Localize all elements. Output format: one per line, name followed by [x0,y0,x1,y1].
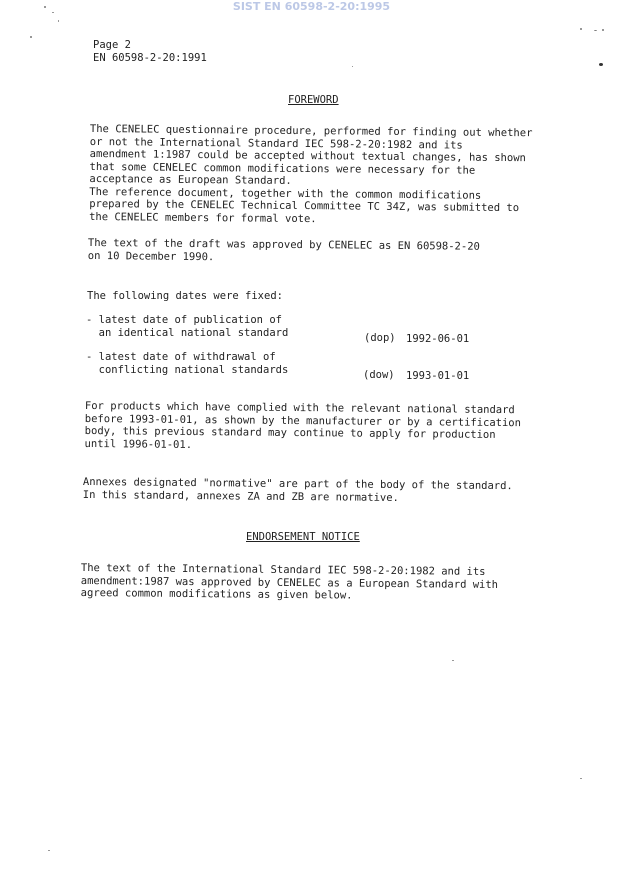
scan-speck [30,36,32,38]
scan-speck [599,63,603,66]
foreword-paragraph-4 [83,476,513,505]
text-line: acceptance as European Standard. [89,172,292,187]
text-line: In this standard, annexes ZA and ZB are normative. [82,488,399,504]
text-line: before 1993-01-01, as shown by the manufacturer or by a certification [84,412,522,429]
date-description-line: conflicting national standards [86,363,289,376]
scan-speck [352,66,353,67]
scan-speck [580,28,582,30]
scan-speck [48,850,50,851]
scan-speck [602,29,604,31]
text-line: agreed common modifications as given below. [80,586,353,602]
date-entry-dop [86,314,288,339]
text-line: Annexes designated "normative" are part of the body of the standard. [82,476,513,493]
date-code-dow: (dow) [363,369,395,381]
foreword-paragraph-2 [88,237,480,266]
foreword-paragraph-1 [89,123,532,227]
date-entry-dow [86,351,288,376]
endorsement-title: ENDORSEMENT NOTICE [246,531,360,543]
endorsement-paragraph [81,562,499,604]
scan-speck [452,660,454,661]
scan-speck [58,20,59,22]
text-line: body, this previous standard may continue to apply for production [84,424,496,441]
foreword-title: FOREWORD [288,94,339,106]
date-value-dow: 1993-01-01 [406,370,470,382]
text-line: amendment:1987 was approved by CENELEC as a European Standard with [80,574,499,591]
text-line: The text of the International Standard IEC 598-2-20:1982 and its [80,562,486,578]
text-line: or not the International Standard IEC 598-2-20:1982 and its [89,135,463,152]
date-description-line: - latest date of withdrawal of [86,351,276,363]
text-line: The reference document, together with the common modifications [89,185,482,202]
text-line: that some CENELEC common modifications were necessary for the [89,160,476,177]
date-code-dop: (dop) [364,332,396,344]
text-line: The text of the draft was approved by CENELEC as EN 60598-2-20 [87,237,480,253]
scan-speck [580,778,582,779]
page-number: Page 2 [93,39,131,51]
date-value-dop: 1992-06-01 [406,333,470,345]
document-id: EN 60598-2-20:1991 [93,52,207,64]
scan-speck [44,6,46,8]
text-line: amendment 1:1987 could be accepted without textual changes, has shown [89,147,526,165]
text-line: the CENELEC members for formal vote. [89,210,317,225]
text-line: until 1996-01-01. [84,437,193,451]
date-description-line: - latest date of publication of [86,314,282,326]
text-line: on 10 December 1990. [87,249,215,263]
foreword-paragraph-3 [85,400,522,454]
text-line: The CENELEC questionnaire procedure, performed for finding out whether [89,123,533,140]
scan-speck [52,12,54,13]
scan-speck [594,30,597,31]
text-line: For products which have complied with the relevant national standard [84,400,515,417]
text-line: prepared by the CENELEC Technical Committee TC 34Z, was submitted to [89,197,520,215]
dates-intro: The following dates were fixed: [87,290,283,302]
watermark: SIST EN 60598-2-20:1995 [232,0,391,13]
date-description-line: an identical national standard [86,326,289,339]
